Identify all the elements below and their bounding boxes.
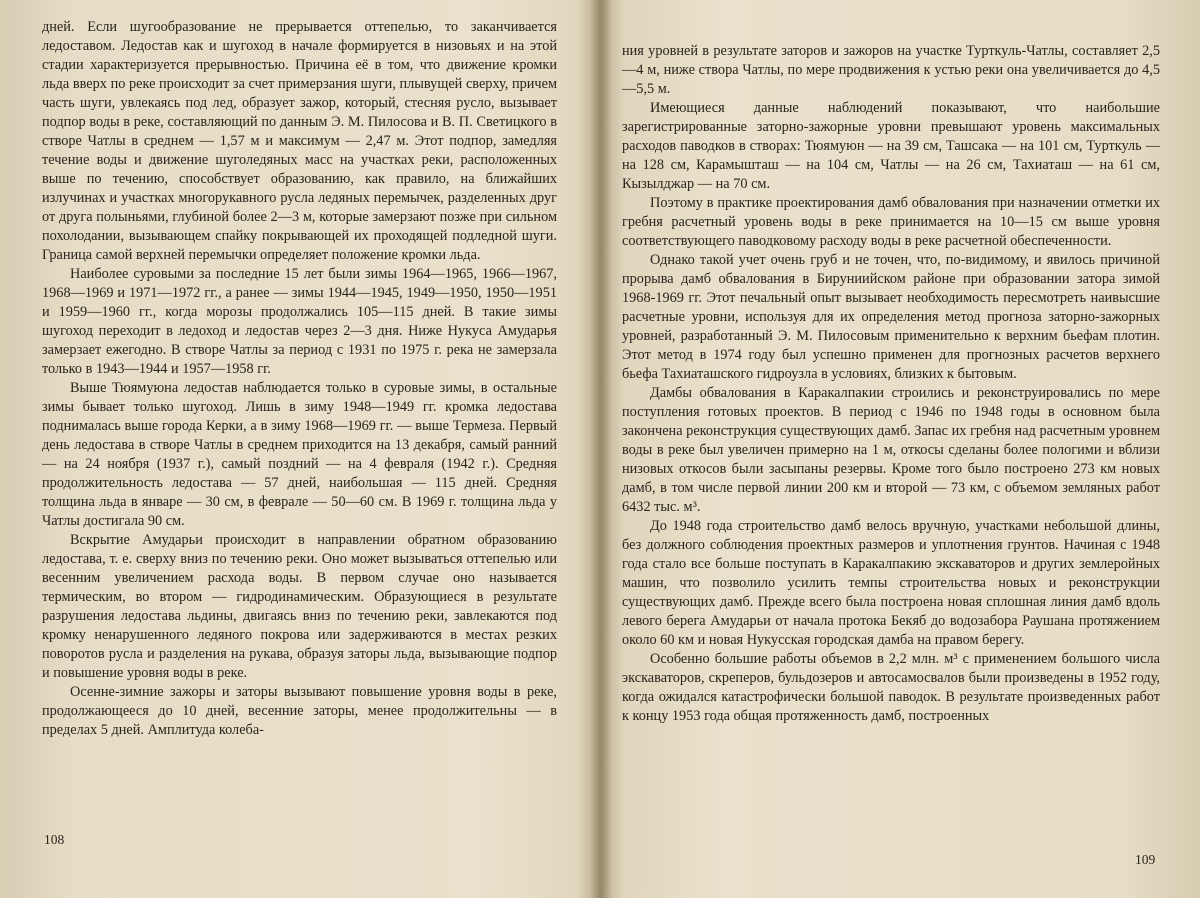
right-paragraph-4: Однако такой учет очень груб и не точен, что, по-видимому, и явилось причиной прорыва дамб обвалования в Бируниийском районе при образовании затора зимой 1968-1969 гг. Этот печальный опыт вызывает необходимость пересмотреть наивысшие расчетные уровни, используя для их определения метод прогноза заторно-зажорных уровней, разработанный Э. М. Пилосовым применительно к верхним бьефам плотин. Этот метод в 1974 году был успешно применен для прогнозных расчетов верхнего бьефа Тахиаташского гидроузла в условиях, близких к бытовым.	[622, 252, 1160, 382]
right-paragraph-7: Особенно большие работы объемов в 2,2 млн. м³ с применением большого числа экскаваторов, скреперов, бульдозеров и автосамосвалов были произведены в 1952 году, когда ожидался катастрофически большой паводок. В результате произведенных работ к концу 1953 года общая протяженность дамб, построенных	[622, 651, 1160, 724]
right-paragraph-1: ния уровней в результате заторов и зажоров на участке Турткуль-Чатлы, составляет 2,5—4 м, ниже створа Чатлы, по мере продвижения к устью реки она увеличивается до 4,5—5,5 м.	[622, 43, 1160, 97]
left-paragraph-3: Выше Тюямуюна ледостав наблюдается только в суровые зимы, в остальные зимы бывает только шугоход. Лишь в зиму 1948—1949 гг. кромка ледостава поднималась выше города Керки, а в зиму 1968—1969 гг. — выше Термеза. Первый день ледостава в створе Чатлы в среднем приходится на 13 декабря, самый ранний — на 24 ноября (1937 г.), самый поздний — на 4 февраля (1942 г.). Средняя продолжительность ледостава — 57 дней, наибольшая — 115 дней. Средняя толщина льда в январе — 30 см, в феврале — 50—60 см. В 1969 г. толщина льда у Чатлы достигала 90 см.	[42, 380, 557, 529]
book-gutter	[590, 0, 612, 898]
left-paragraph-5: Осенне-зимние зажоры и заторы вызывают повышение уровня воды в реке, продолжающееся до 10 дней, весенние заторы, менее продолжительны — в пределах 5 дней. Амплитуда колеба-	[42, 684, 557, 738]
left-page-text	[42, 18, 557, 740]
right-paragraph-3: Поэтому в практике проектирования дамб обвалования при назначении отметки их гребня расчетный уровень воды в реке принимается на 10—15 см выше уровня соответствующего паводковому расходу воды в реке расчетной обеспеченности.	[622, 195, 1160, 249]
left-page-number: 108	[44, 832, 65, 847]
right-page-text	[622, 42, 1160, 726]
left-page	[42, 18, 557, 888]
right-paragraph-2: Имеющиеся данные наблюдений показывают, что наибольшие зарегистрированные заторно-зажорные уровни превышают уровень максимальных расходов паводков в створах: Тюямуюн — на 39 см, Ташсака — на 101 см, Турткуль — на 128 см, Карамышташ — на 104 см, Чатлы — на 26 см, Тахиаташ — на 61 см, Кызылджар — на 70 см.	[622, 100, 1160, 192]
right-paragraph-6: До 1948 года строительство дамб велось вручную, участками небольшой длины, без должного соблюдения проектных размеров и уплотнения грунтов. Начиная с 1948 года стало все больше поступать в Каракалпакию экскаваторов и других землеройных машин, что позволило усилить темпы строительства новых и реконструкции существующих дамб. Прежде всего была построена новая сплошная линия дамб вдоль левого берега Амударьи от начала протока Бекяб до водозабора Раушана протяжением около 60 км и новая Нукусская городская дамба на правом берегу.	[622, 518, 1160, 648]
right-page-number: 109	[1135, 852, 1156, 867]
left-paragraph-1: дней. Если шугообразование не прерывается оттепелью, то заканчивается ледоставом. Ледостав как и шугоход в начале формируется в низовьях и на этой стадии характеризуется прерывностью. Причина её в том, что движение кромки льда вверх по реке происходит за счет примерзания шуги, плывущей сверху, причем часть шуги, увлекаясь под лед, образует зажор, который, стесняя русло, вызывает подпор воды в реке, составляющий по данным Э. М. Пилосова и В. П. Светицкого в створе Чатлы в среднем — 1,57 м и максимум — 2,47 м. Этот подпор, замедляя течение воды и движение шуголедяных масс на участках реки, расположенных выше по течению, способствует образованию, как правило, на ближайших излучинах и участках многорукавного русла ледяных перемычек, разделенных друг от друга полыньями, глубиной более 2—3 м, которые замерзают позже при сильном похолодании, вызывающем спайку покрывающей их проходящей подледной шуги. Граница самой верхней перемычки определяет положение кромки льда.	[42, 19, 557, 263]
right-paragraph-5: Дамбы обвалования в Каракалпакии строились и реконструировались по мере поступления готовых проектов. В период с 1946 по 1948 годы в основном была закончена реконструкция существующих дамб. Запас их гребня над расчетным уровнем воды в реке был увеличен примерно на 1 м, откосы сделаны более пологими и вблизи низовых откосов были засыпаны резервы. Кроме того было построено 273 км новых дамб, в том числе первой линии 200 км и второй — 73 км, с объемом земляных работ 6432 тыс. м³.	[622, 385, 1160, 515]
right-page	[622, 42, 1160, 898]
left-paragraph-2: Наиболее суровыми за последние 15 лет были зимы 1964—1965, 1966—1967, 1968—1969 и 1971—1972 гг., а ранее — зимы 1944—1945, 1949—1950, 1950—1951 и 1959—1960 гг., когда морозы продолжались 105—115 дней. В такие зимы шугоход переходит в ледоход и ледостав через 2—3 дня. Ниже Нукуса Амударья замерзает ежегодно. В створе Чатлы за период с 1931 по 1975 г. река не замерзала только в 1943—1944 и 1957—1958 гг.	[42, 266, 557, 377]
left-paragraph-4: Вскрытие Амударьи происходит в направлении обратном образованию ледостава, т. е. сверху вниз по течению реки. Оно может вызываться оттепелью или весенним увеличением расхода воды. В первом случае оно называется термическим, во втором — гидродинамическим. Образующиеся в результате разрушения ледостава льдины, двигаясь вниз по течению реки, завлекаются под кромку ненарушенного ледяного покрова или задерживаются в местах резких поворотов русла и разделения на рукава, образуя заторы льда, вызывающие подпор и повышение уровня воды в реке.	[42, 532, 557, 681]
